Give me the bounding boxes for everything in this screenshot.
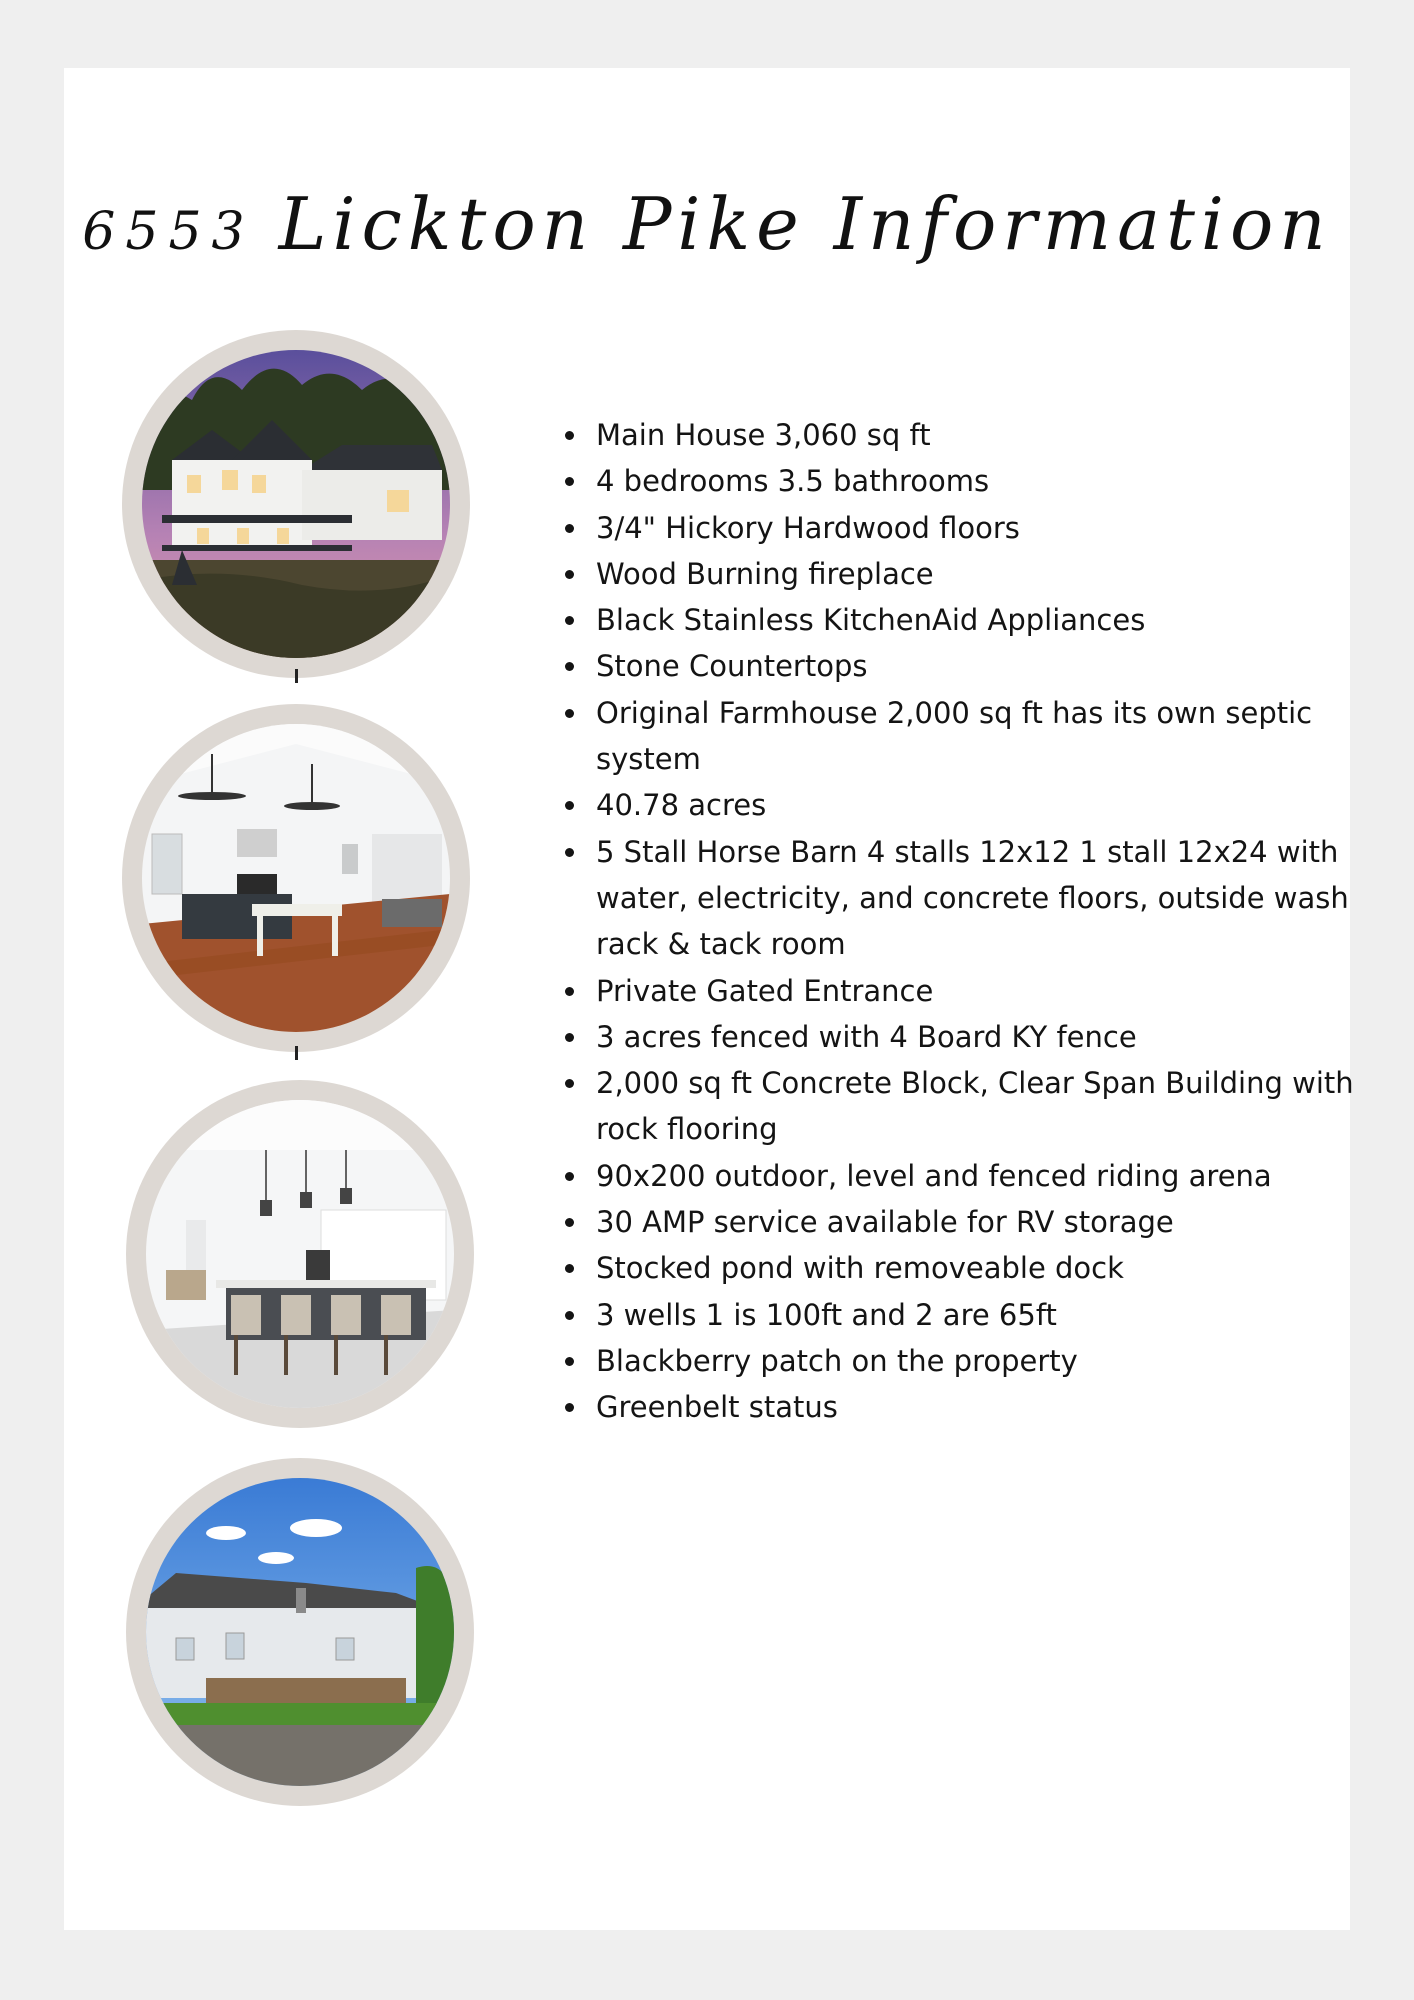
list-item: • 3/4" Hickory Hardwood floors: [590, 505, 1370, 551]
list-item: • 4 bedrooms 3.5 bathrooms: [590, 458, 1370, 504]
list-item: • Blackberry patch on the property: [590, 1338, 1370, 1384]
list-item: • Original Farmhouse 2,000 sq ft has its own septic system: [590, 690, 1370, 783]
list-item: • Stocked pond with removeable dock: [590, 1245, 1370, 1291]
photo-connector: [295, 1046, 298, 1060]
list-item: • Private Gated Entrance: [590, 968, 1370, 1014]
list-item: • 3 wells 1 is 100ft and 2 are 65ft: [590, 1292, 1370, 1338]
house-exterior-illustration: [142, 350, 450, 658]
list-item: • 40.78 acres: [590, 782, 1370, 828]
kitchen-illustration: [146, 1100, 454, 1408]
living-room-photo: [122, 704, 470, 1052]
address-number: 6553: [82, 202, 255, 262]
list-item: • 3 acres fenced with 4 Board KY fence: [590, 1014, 1370, 1060]
list-item: • Wood Burning fireplace: [590, 551, 1370, 597]
page-title: [64, 182, 1350, 266]
list-item: • Greenbelt status: [590, 1384, 1370, 1430]
farmhouse-photo: [126, 1458, 474, 1806]
farmhouse-illustration: [146, 1478, 454, 1786]
house-exterior-photo: [122, 330, 470, 678]
list-item: • Main House 3,060 sq ft: [590, 412, 1370, 458]
living-room-illustration: [142, 724, 450, 1032]
list-item: • Black Stainless KitchenAid Appliances: [590, 597, 1370, 643]
list-item: • 90x200 outdoor, level and fenced riding arena: [590, 1153, 1370, 1199]
list-item: • Stone Countertops: [590, 643, 1370, 689]
list-item: • 5 Stall Horse Barn 4 stalls 12x12 1 stall 12x24 with water, electricity, and concrete floors, outside wash rack & tack room: [590, 829, 1370, 968]
list-item: • 30 AMP service available for RV storage: [590, 1199, 1370, 1245]
address-name: Lickton Pike Information: [278, 182, 1332, 266]
feature-list: [554, 412, 1370, 1431]
list-item: • 2,000 sq ft Concrete Block, Clear Span Building with rock flooring: [590, 1060, 1370, 1153]
info-sheet: [64, 68, 1354, 1930]
photo-connector: [295, 669, 298, 683]
kitchen-photo: [126, 1080, 474, 1428]
